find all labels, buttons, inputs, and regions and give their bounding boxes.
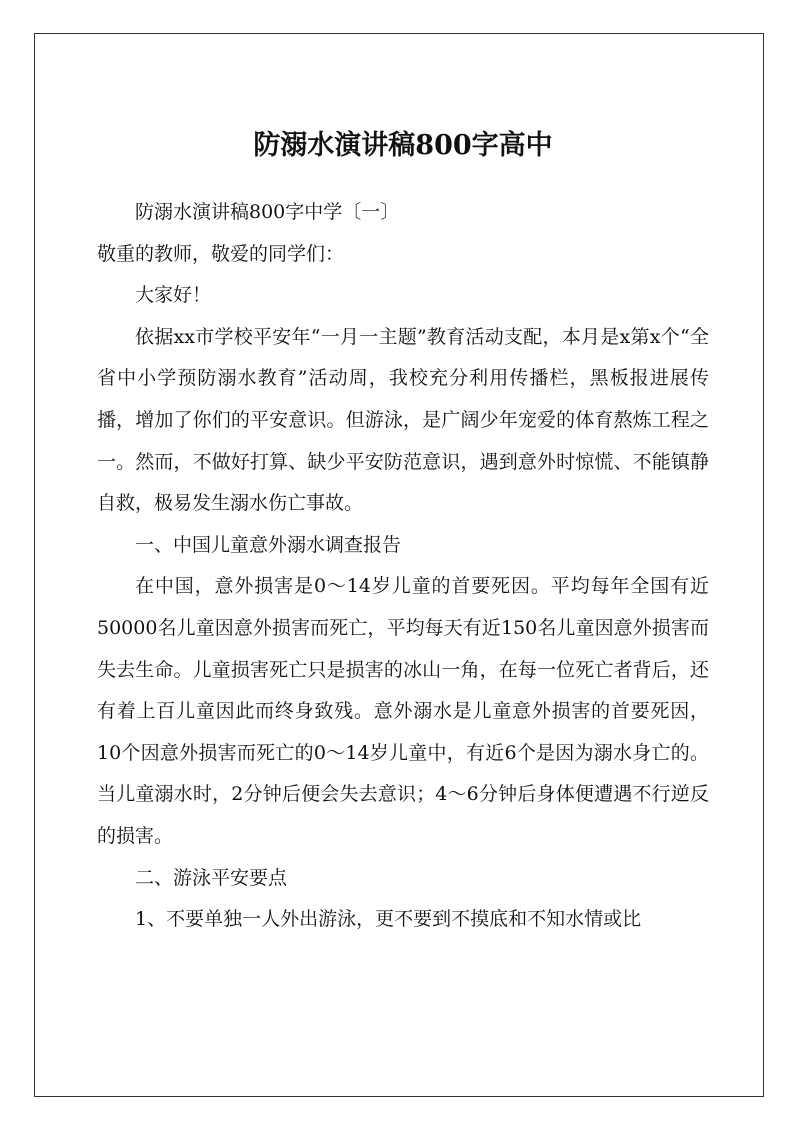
document-title: 防溺水演讲稿800字高中 xyxy=(253,130,553,161)
safety-point-1: 1、不要单独一人外出游泳，更不要到不摸底和不知水情或比 xyxy=(135,908,642,931)
salutation-paragraph: 敬重的教师，敬爱的同学们： xyxy=(97,242,345,265)
section-heading-2: 二、游泳平安要点 xyxy=(135,866,288,889)
section-heading-1: 一、中国儿童意外溺水调查报告 xyxy=(135,533,402,556)
subtitle-paragraph: 防溺水演讲稿800字中学〔一〕 xyxy=(135,201,400,223)
document-body xyxy=(97,192,709,941)
greeting-paragraph: 大家好！ xyxy=(135,284,212,307)
statistics-paragraph: 在中国，意外损害是0～14岁儿童的首要死因。平均每年全国有近50000名儿童因意外损害而死亡，平均每天有近150名儿童因意外损害而失去生命。儿童损害死亡只是损害的冰山一角，在每一位死亡者背后，还有着上百儿童因此而终身致残。意外溺水是儿童意外损害的首要死因，10个因意外损害而死亡的0～14岁儿童中，有近6个是因为溺水身亡的。当儿童溺水时，2分钟后便会失去意识；4～6分钟后身体便遭遇不行逆反的损害。 xyxy=(97,575,709,847)
intro-paragraph: 依据xx市学校平安年“一月一主题”教育活动支配，本月是x第x个“全省中小学预防溺水教育”活动周，我校充分利用传播栏，黑板报进展传播，增加了你们的平安意识。但游泳，是广阔少年宠爱的体育熬炼工程之一。然而，不做好打算、缺少平安防范意识，遇到意外时惊慌、不能镇静自救，极易发生溺水伤亡事故。 xyxy=(97,325,709,515)
document-page xyxy=(34,33,764,1097)
